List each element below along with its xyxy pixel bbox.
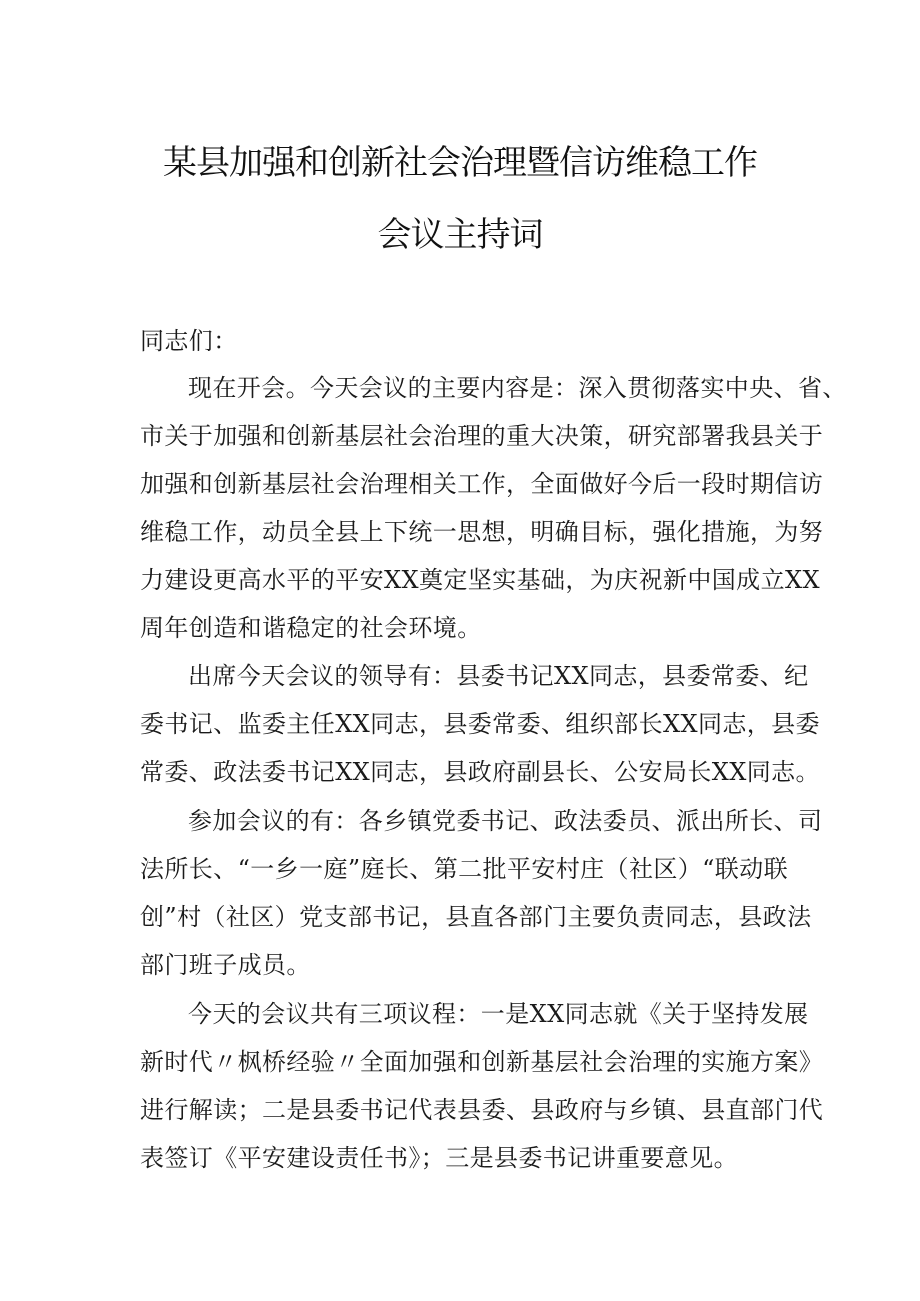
paragraph-2-line: 出席今天会议的领导有：县委书记XX同志，县委常委、纪 (188, 662, 809, 690)
paragraph-1-line: 周年创造和谐稳定的社会环境。 (140, 614, 482, 642)
paragraph-2-line: 委书记、监委主任XX同志，县委常委、组织部长XX同志，县委 (140, 710, 820, 738)
paragraph-1-line: 力建设更高水平的平安XX奠定坚实基础，为庆祝新中国成立XX (140, 566, 820, 594)
paragraph-3-line: 法所长、“一乡一庭”庭长、第二批平安村庄（社区）“联动联 (140, 855, 789, 883)
salutation: 同志们： (140, 327, 238, 355)
paragraph-4-line: 进行解读；二是县委书记代表县委、县政府与乡镇、县直部门代 (140, 1096, 824, 1124)
paragraph-3-line: 部门班子成员。 (140, 951, 311, 979)
document-title-line-2: 会议主持词 (377, 215, 543, 255)
paragraph-1-line: 维稳工作，动员全县上下统一思想，明确目标，强化措施，为努 (140, 518, 824, 546)
paragraph-4-line: 表签订《平安建设责任书》；三是县委书记讲重要意见。 (140, 1144, 738, 1172)
paragraph-1-line: 现在开会。今天会议的主要内容是：深入贯彻落实中央、省、 (188, 374, 847, 402)
paragraph-4-line: 今天的会议共有三项议程：一是XX同志就《关于坚持发展 (188, 1000, 809, 1028)
paragraph-4-line: 新时代〃枫桥经验〃全面加强和创新基层社会治理的实施方案》 (140, 1048, 824, 1076)
paragraph-1-line: 加强和创新基层社会治理相关工作，全面做好今后一段时期信访 (140, 470, 824, 498)
paragraph-3-line: 参加会议的有：各乡镇党委书记、政法委员、派出所长、司 (188, 807, 823, 835)
document-title-line-1: 某县加强和创新社会治理暨信访维稳工作 (163, 143, 757, 183)
paragraph-2-line: 常委、政法委书记XX同志，县政府副县长、公安局长XX同志。 (140, 758, 820, 786)
paragraph-1-line: 市关于加强和创新基层社会治理的重大决策，研究部署我县关于 (140, 422, 824, 450)
paragraph-3-line: 创”村（社区）党支部书记，县直各部门主要负责同志，县政法 (140, 903, 812, 931)
